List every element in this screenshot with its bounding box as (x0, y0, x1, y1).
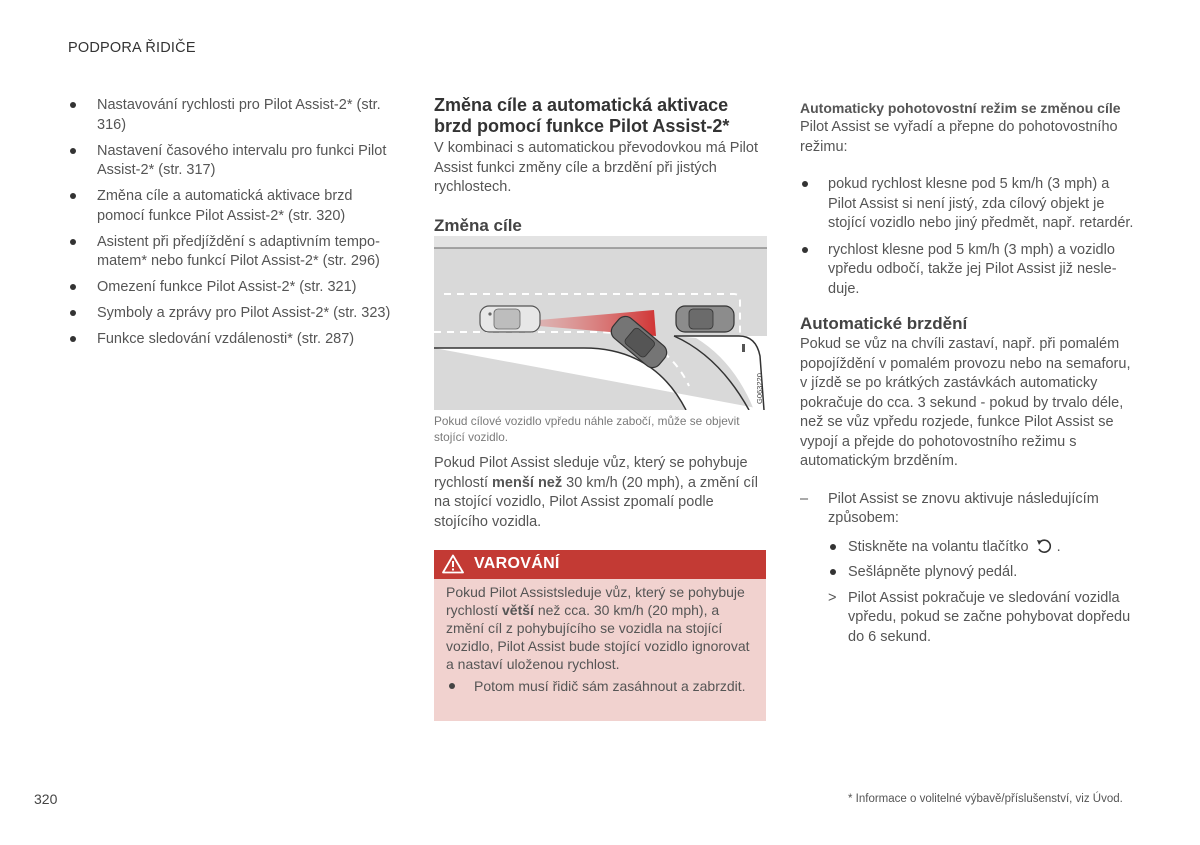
procedure-substep: Stiskněte na volantu tlačítko . (800, 538, 1135, 558)
list-item[interactable]: Funkce sledování vzdálenosti* (str. 287) (68, 330, 398, 350)
list-item[interactable]: Asistent při předjíždění s adaptivním tempomatem* nebo funkcí Pilot Assist-2* (str. 296) (68, 233, 398, 272)
warning-bullet: Potom musí řidič sám zasáhnout a zabrzdit. (446, 677, 756, 695)
step-marker: – (800, 490, 809, 507)
list-item[interactable]: Změna cíle a automatická aktivace brzd pomocí funkce Pilot Assist-2* (str. 320) (68, 187, 398, 226)
page-number: 320 (34, 791, 58, 807)
road-diagram (434, 236, 767, 410)
auto-brake-title: Automatické brzdění (800, 314, 968, 333)
step-text: Pilot Assist se znovu aktivuje následujícím způsobem: (828, 490, 1099, 526)
warning-header (434, 550, 766, 579)
procedure-result (800, 589, 1135, 648)
figure-caption: Pokud cílové vozidlo vpředu náhle zabočí, může se objevit stojící vozidlo. (434, 414, 740, 444)
result-text: Pilot Assist pokračuje ve sledování vozidla vpředu, pokud se začne pohybovat dopředu do 6 sekund. (848, 589, 1131, 645)
procedure-substep (800, 563, 1135, 583)
warning-title: VAROVÁNÍ (474, 555, 560, 572)
paragraph-text: Pokud Pilot Assist sleduje vůz, který se pohybuje rychlostí (434, 455, 748, 491)
subsection-title: Změna cíle (434, 215, 522, 235)
related-topics-list (68, 96, 398, 356)
list-item[interactable]: Symboly a zprávy pro Pilot Assist-2* (str. 323) (68, 304, 398, 324)
section-title: PODPORA ŘIDIČE (68, 40, 196, 56)
side-article (800, 98, 1135, 647)
warning-triangle-icon (442, 554, 464, 574)
resume-button-icon (1035, 538, 1053, 554)
standby-intro: Pilot Assist se vyřadí a přepne do pohotovostního režimu: (800, 119, 1118, 155)
list-item[interactable]: Omezení funkce Pilot Assist-2* (str. 321) (68, 278, 398, 298)
article-paragraph (434, 454, 768, 532)
figure-code: G063220 (755, 373, 764, 404)
substep-text: Sešlápněte plynový pedál. (848, 564, 1018, 580)
paragraph-emphasis: menší než (492, 474, 563, 491)
warning-text: Pokud Pilot Assistsleduje vůz, který se pohybuje rychlostí větší než cca. 30 km/h (20 mph), a změní cíl z pohybujícího se vozidla na stojící vozidlo, Pilot Assist bude stojící vozidlo ignorovat a nastaví uloženou rychlost. (446, 584, 750, 672)
paragraph-text: 30 km/h (20 mph), a změní cíl na stojící vozidlo, Pilot Assist zpomalí podle stojícího vozidla. (434, 474, 758, 530)
auto-brake-text: Pokud se vůz na chvíli zastaví, např. při pomalém popojíždění v pomalém provozu nebo na semaforu, v jízdě se po krátkých zastávkách automaticky pokračuje do cca. 3 sekund - pokud by trvalo déle, než se vůz vpředu rozjede, funkce Pilot Assist se vypojí a přejde do pohotovostního režimu s automatickým brzděním. (800, 336, 1131, 469)
warning-box (434, 550, 766, 721)
own-vehicle-icon (480, 306, 540, 332)
standby-title: Automaticky pohotovostní režim se změnou cíle (800, 100, 1121, 116)
footnote: * Informace o volitelné výbavě/příslušenství, viz Úvod. (848, 793, 1123, 805)
illustration-target-change (434, 236, 767, 410)
procedure-step (800, 490, 1135, 529)
list-item[interactable]: Nastavování rychlosti pro Pilot Assist-2* (str. 316) (68, 96, 398, 135)
article-intro: V kombinaci s automatickou převodovkou má Pilot Assist funkci změny cíle a brzdění při jistých rychlostech. (434, 140, 758, 195)
list-item: rychlost klesne pod 5 km/h (3 mph) a vozidlo vpředu odbočí, takže jej Pilot Assist již nesleduje. (800, 241, 1135, 300)
article-title: Změna cíle a automatická aktivace brzd pomocí funkce Pilot Assist-2* (434, 95, 730, 136)
main-article (434, 95, 768, 237)
stationary-vehicle-icon (676, 306, 734, 332)
list-item: pokud rychlost klesne pod 5 km/h (3 mph) a Pilot Assist si není jistý, zda cílový objekt je stojící vozidlo nebo jiný předmět, např. retardér. (800, 175, 1135, 234)
substep-text: Stiskněte na volantu tlačítko (848, 538, 1029, 555)
result-marker: > (828, 589, 837, 606)
list-item[interactable]: Nastavení časového intervalu pro funkci Pilot Assist-2* (str. 317) (68, 142, 398, 181)
